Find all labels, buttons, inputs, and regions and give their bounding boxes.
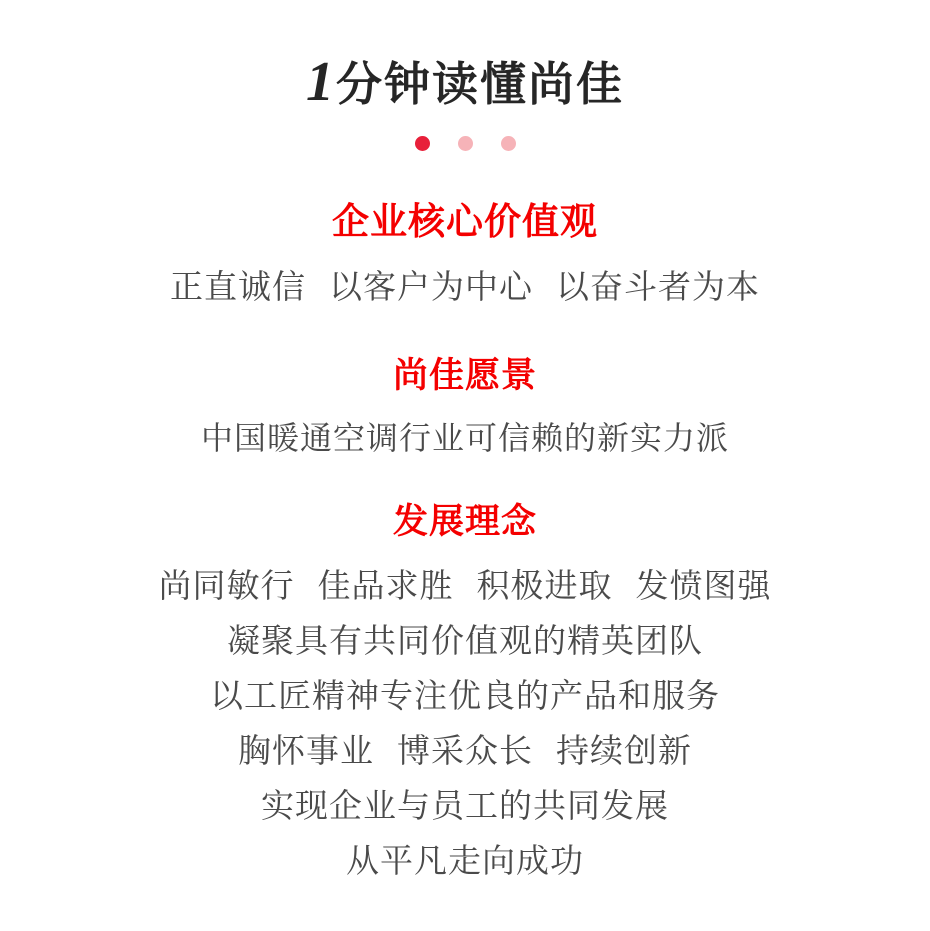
section-title-development: 发展理念 — [392, 501, 537, 542]
section-title-core-values: 企业核心价值观 — [332, 200, 598, 243]
development-line-6: 从平凡走向成功 — [346, 841, 584, 881]
dot-3-icon — [501, 136, 516, 151]
development-line-5: 实现企业与员工的共同发展 — [261, 786, 669, 826]
development-line-4: 胸怀事业 博采众长 持续创新 — [238, 731, 692, 771]
dot-1-icon — [415, 136, 430, 151]
development-line-2: 凝聚具有共同价值观的精英团队 — [227, 620, 703, 660]
development-line-3: 以工匠精神专注优良的产品和服务 — [210, 676, 720, 716]
headline-number: 1 — [306, 51, 334, 113]
headline-text: 分钟读懂尚佳 — [336, 57, 624, 111]
section-core-values — [30, 161, 900, 318]
dot-2-icon — [458, 136, 473, 151]
development-line-1: 尚同敏行 佳品求胜 积极进取 发愤图强 — [158, 565, 772, 605]
section-development-philosophy — [30, 464, 900, 891]
development-lines — [30, 560, 900, 887]
section-title-vision: 尚佳愿景 — [392, 356, 537, 397]
page-title — [306, 51, 624, 113]
section-vision — [30, 318, 900, 464]
decorative-dots — [415, 136, 516, 151]
vision-line-1: 中国暖通空调行业可信赖的新实力派 — [200, 419, 729, 458]
core-values-line-1: 正直诚信 以客户为中心 以奋斗者为本 — [170, 267, 760, 306]
